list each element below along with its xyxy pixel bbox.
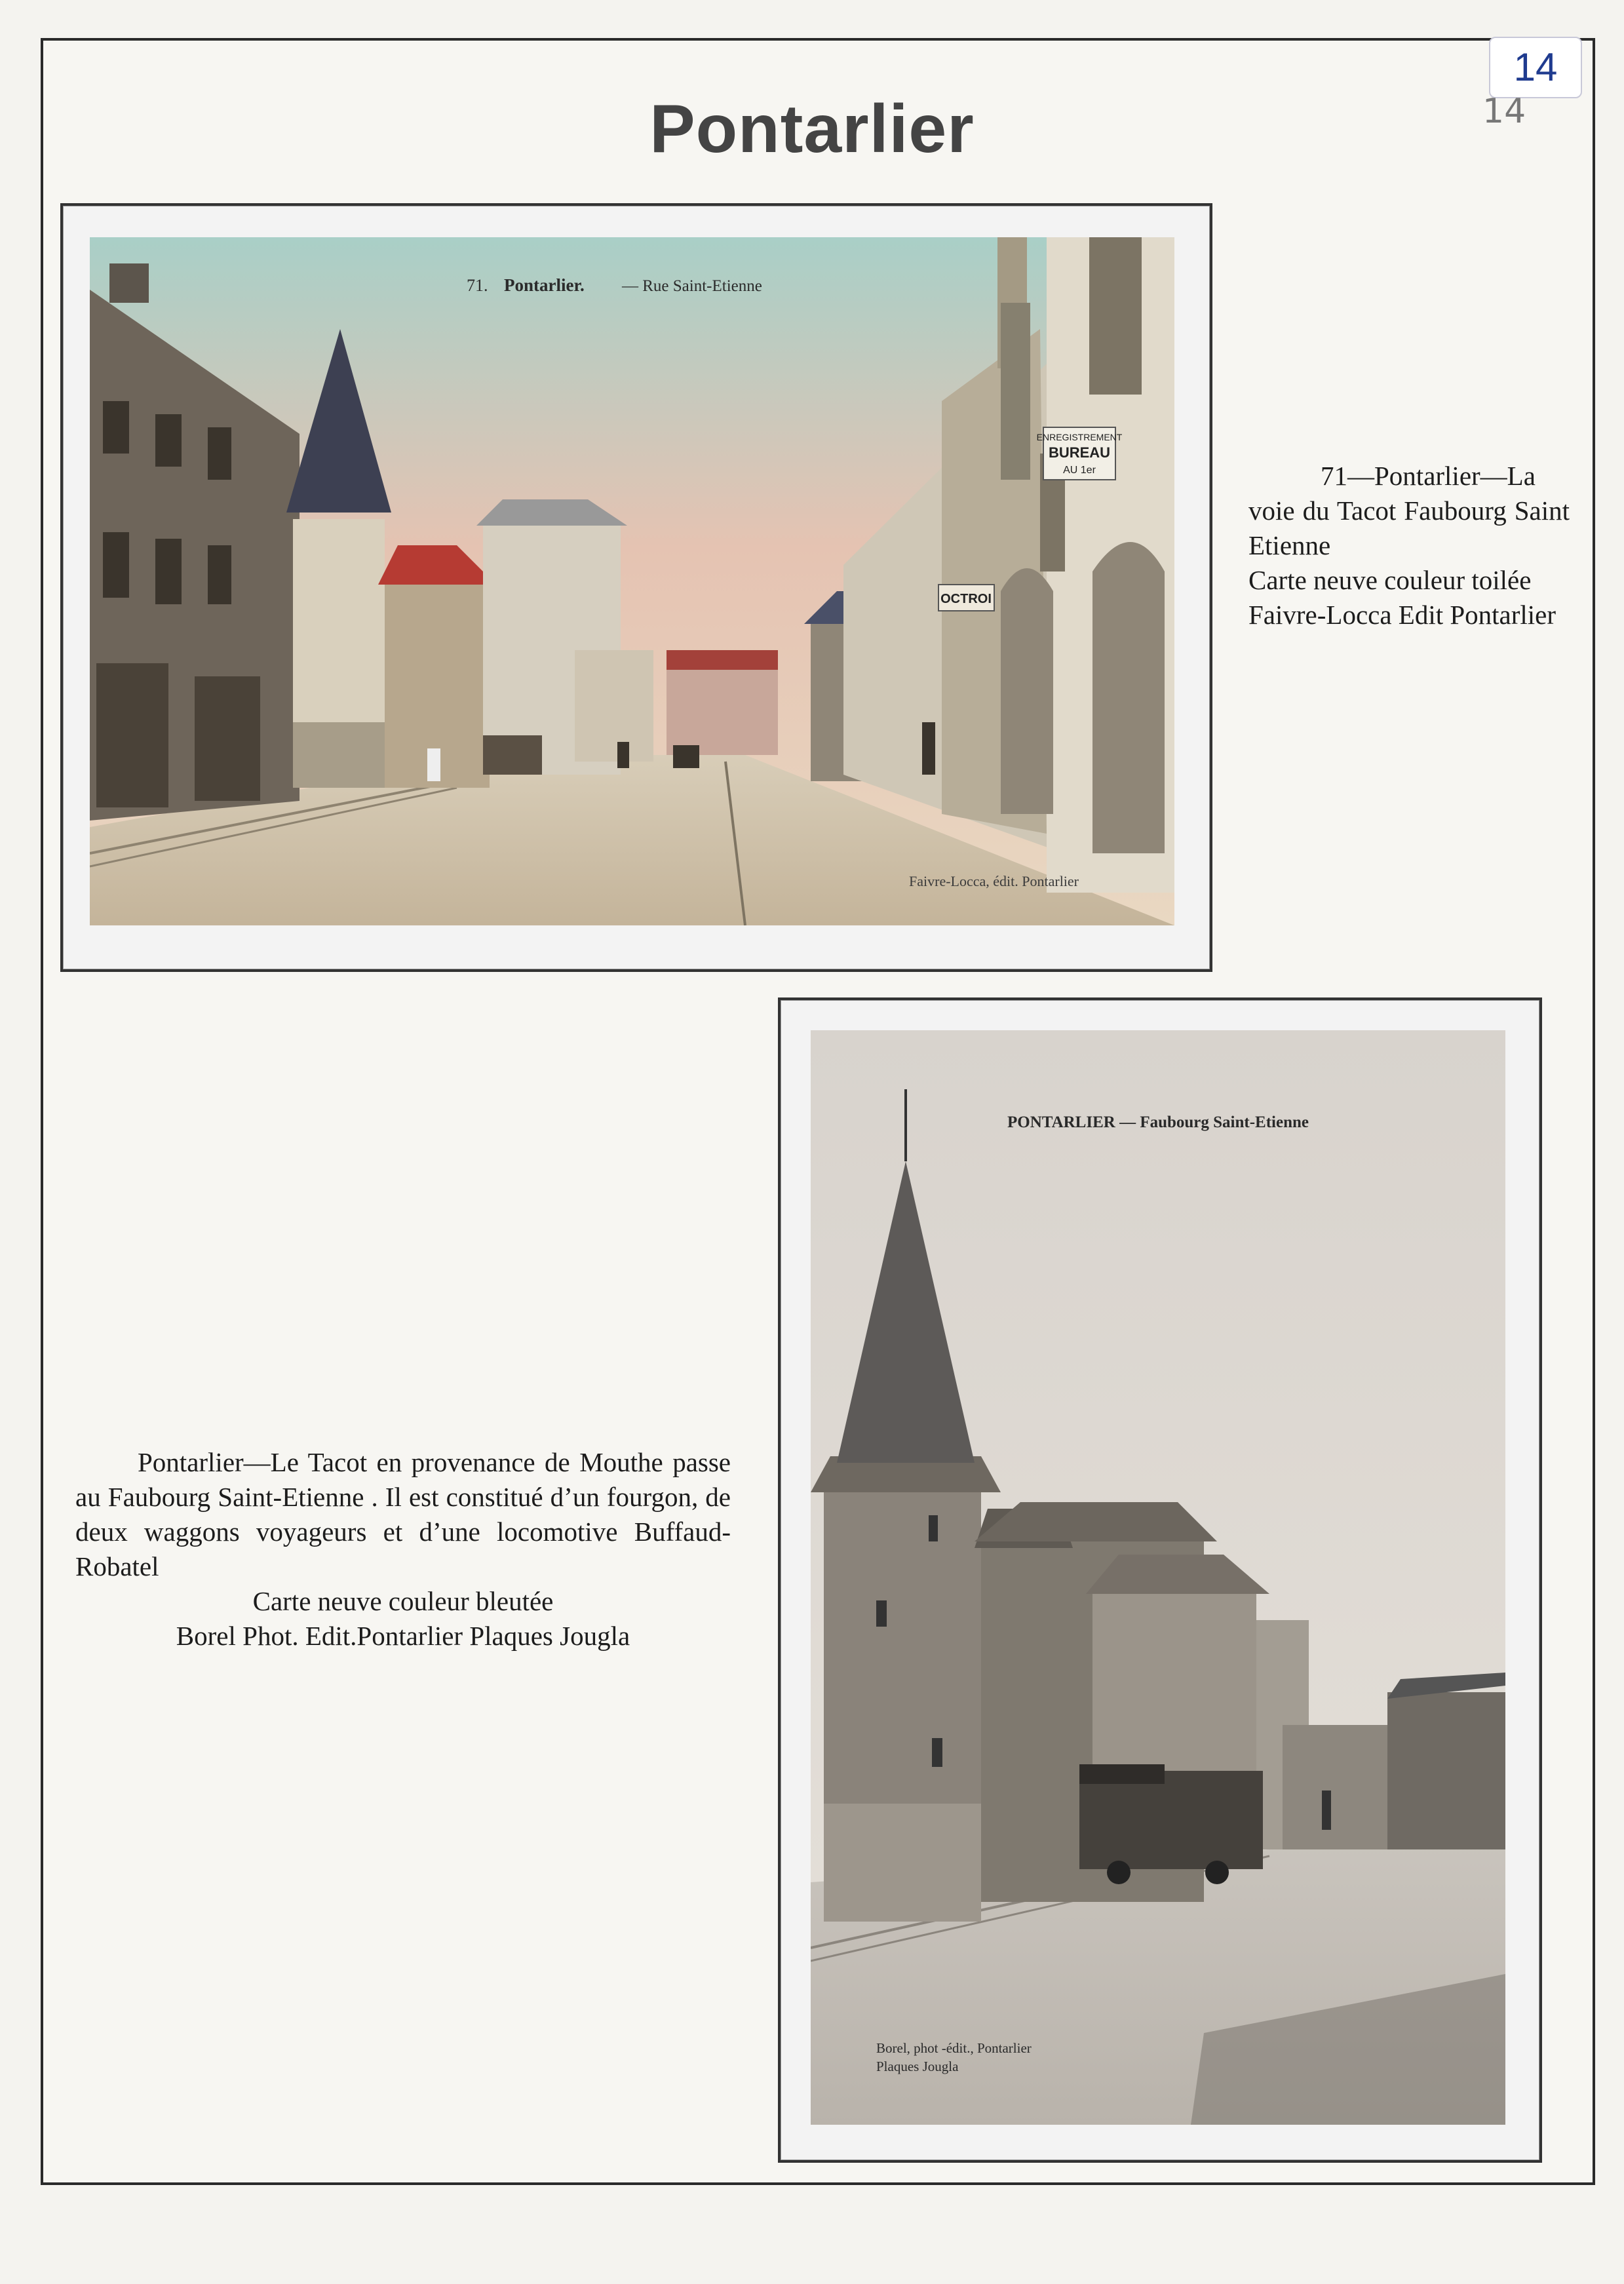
sign-au-premier: AU 1er	[1063, 465, 1096, 476]
sign-bureau: BUREAU	[1048, 444, 1111, 461]
caption-1-title: 71—Pontarlier—La voie du Tacot Faubourg Saint Etienne	[1248, 461, 1570, 560]
page-title: Pontarlier	[649, 91, 975, 167]
sign-octroi: OCTROI	[940, 592, 992, 606]
postcard-1-street: — Rue Saint-Etienne	[622, 277, 762, 295]
caption-2-publisher: Borel Phot. Edit.Pontarlier Plaques Jougla	[176, 1621, 630, 1651]
postcard-1-credit: Faivre-Locca, édit. Pontarlier	[909, 873, 1079, 889]
postcard-2-image	[811, 1030, 1505, 2125]
postcard-2-plates: Plaques Jougla	[876, 2059, 959, 2074]
caption-1-publisher: Faivre-Locca Edit Pontarlier	[1248, 600, 1556, 630]
page-number-badge: 14	[1489, 37, 1582, 98]
postcard-2-caption	[75, 1445, 731, 1654]
postcard-1-illustration	[90, 237, 1174, 925]
page-number-pencil: 14	[1482, 92, 1526, 131]
sign-enregistrement: ENREGISTREMENT	[1036, 432, 1123, 442]
caption-2-description: Pontarlier—Le Tacot en provenance de Mouthe passe au Faubourg Saint-Etienne . Il est constitué d’un fourgon, de deux waggons voyageurs et d’une locomotive Buffaud-Robatel	[75, 1447, 731, 1581]
caption-2-condition: Carte neuve couleur bleutée	[252, 1586, 554, 1616]
postcard-2-illustration	[811, 1030, 1505, 2125]
caption-1-condition: Carte neuve couleur toilée	[1248, 565, 1532, 595]
postcard-1-image	[90, 237, 1174, 925]
postcard-1-caption	[1248, 459, 1570, 632]
postcard-2-header: PONTARLIER — Faubourg Saint-Etienne	[1007, 1113, 1309, 1131]
postcard-1-number: 71.	[467, 276, 488, 295]
postcard-2-credit: Borel, phot -édit., Pontarlier	[876, 2040, 1032, 2056]
postcard-1-city: Pontarlier.	[504, 275, 585, 295]
